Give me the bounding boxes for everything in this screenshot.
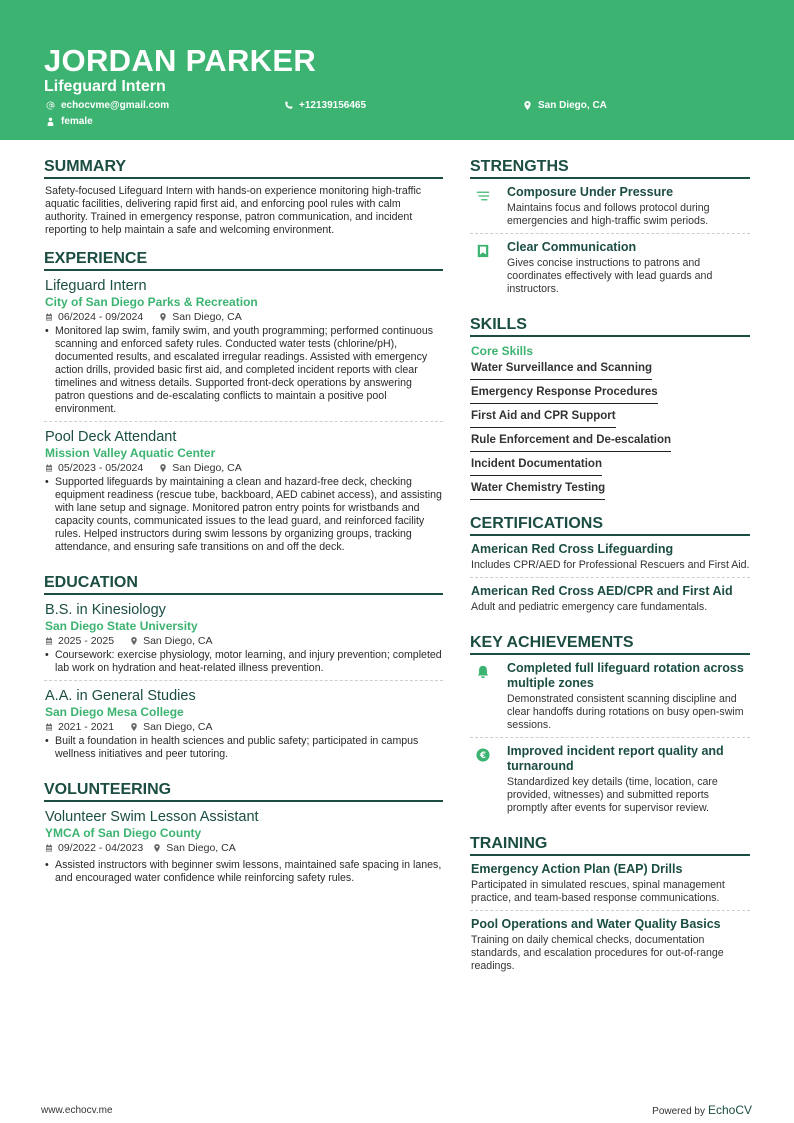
achievement-item — [470, 655, 750, 738]
certifications-section — [470, 514, 750, 619]
right-column — [470, 157, 750, 992]
dates: 2025 - 2025 — [58, 635, 115, 647]
bell-icon — [476, 665, 490, 679]
employer: Mission Valley Aquatic Center — [45, 446, 216, 460]
education-section — [44, 573, 443, 766]
calendar-icon — [45, 464, 53, 472]
training-item — [470, 856, 750, 911]
section-title-summary: SUMMARY — [44, 157, 443, 179]
experience-entry — [44, 422, 443, 559]
job-title: Lifeguard Intern — [45, 278, 147, 294]
contact-gender — [46, 116, 93, 127]
section-title-education: EDUCATION — [44, 573, 443, 595]
achievement-desc: Demonstrated consistent scanning discipline and clear handoffs during rotations on busy open-swim sessions. — [507, 693, 744, 731]
location-text: San Diego, CA — [538, 100, 607, 111]
location: San Diego, CA — [172, 462, 242, 474]
entry-meta — [44, 720, 443, 734]
education-entry — [44, 681, 443, 766]
lines-icon — [476, 189, 490, 203]
certification-title: American Red Cross AED/CPR and First Aid — [471, 584, 733, 598]
job-title: Pool Deck Attendant — [45, 429, 177, 445]
phone-icon — [284, 101, 293, 110]
map-pin-icon — [153, 844, 161, 852]
section-title-strengths: STRENGTHS — [470, 157, 750, 179]
training-desc: Participated in simulated rescues, spinal management practice, and team-based response communications. — [471, 879, 725, 904]
achievements-section — [470, 633, 750, 820]
volunteering-entry — [44, 802, 443, 890]
strengths-section — [470, 157, 750, 301]
dates: 06/2024 - 09/2024 — [58, 311, 144, 323]
strength-desc: Maintains focus and follows protocol during emergencies and high-traffic swim periods. — [507, 202, 710, 227]
map-pin-icon — [159, 464, 167, 472]
candidate-title: Lifeguard Intern — [44, 78, 166, 95]
training-desc: Training on daily chemical checks, documentation standards, and escalation procedures for out-of-range readings. — [471, 934, 724, 972]
education-entry — [44, 595, 443, 681]
training-section — [470, 834, 750, 978]
contact-phone[interactable] — [284, 100, 366, 111]
skill-item: First Aid and CPR Support — [470, 408, 616, 428]
school: San Diego Mesa College — [45, 705, 184, 719]
skills-section — [470, 315, 750, 500]
skills-category: Core Skills — [471, 344, 534, 358]
bookmark-icon — [476, 244, 490, 258]
training-title: Emergency Action Plan (EAP) Drills — [471, 862, 683, 876]
entry-bullet: • Assisted instructors with beginner swim lessons, maintained safe spacing in lanes, and encouraged water confidence while reinforcing safety rules. — [44, 859, 443, 885]
experience-section — [44, 249, 443, 559]
entry-bullet: • Supported lifeguards by maintaining a clean and hazard-free deck, checking equipment readiness (rescue tube, backboard, AED cabinet access), and assisting with lane setup and signage. Monitored patron entry points for wristbands and capacity counts, communicated issues to the lead guard, and reinforced facility rules. Helped instructors during swim lessons by organizing groups, tracking attendance, and ensuring safe transitions on and off the deck. — [44, 476, 443, 554]
achievement-item — [470, 738, 750, 820]
achievement-title: Completed full lifeguard rotation across multiple zones — [507, 661, 744, 690]
entry-bullet: • Coursework: exercise physiology, motor learning, and injury prevention; completed lab work on hydration and heat-related illness prevention. — [44, 649, 443, 675]
contact-info — [44, 100, 750, 134]
euro-icon — [476, 748, 490, 762]
strength-title: Composure Under Pressure — [507, 185, 674, 199]
certification-desc: Includes CPR/AED for Professional Rescuers and First Aid. — [471, 559, 750, 571]
summary-text: Safety-focused Lifeguard Intern with hands-on experience monitoring high-traffic aquatic facilities, delivering rapid first aid, and enforcing pool rules with calm authority. Trained in emergency response, patron communication, and incident reporting to help maintain a safe and welcoming environment. — [45, 185, 422, 236]
certification-item — [470, 536, 750, 578]
at-icon — [46, 101, 55, 110]
calendar-icon — [45, 313, 53, 321]
strength-desc: Gives concise instructions to patrons and coordinates effectively with lead guards and instructors. — [507, 257, 713, 295]
dates: 09/2022 - 04/2023 — [58, 842, 144, 854]
footer-website[interactable]: www.echocv.me — [41, 1105, 113, 1116]
volunteering-section — [44, 780, 443, 890]
map-pin-icon — [523, 101, 532, 110]
degree: A.A. in General Studies — [45, 688, 196, 704]
location: San Diego, CA — [172, 311, 242, 323]
achievement-desc: Standardized key details (time, location, care provided, witnesses) and submitted reports promptly after events for supervisor review. — [507, 776, 718, 814]
entry-bullet: • Built a foundation in health sciences and public safety; participated in campus wellness initiatives and peer tutoring. — [44, 735, 443, 761]
person-icon — [46, 117, 55, 126]
contact-location — [523, 100, 607, 111]
dates: 2021 - 2021 — [58, 721, 115, 733]
achievement-title: Improved incident report quality and turnaround — [507, 744, 724, 773]
certification-title: American Red Cross Lifeguarding — [471, 542, 674, 556]
strength-title: Clear Communication — [507, 240, 637, 254]
certification-item — [470, 578, 750, 619]
certification-desc: Adult and pediatric emergency care fundamentals. — [471, 601, 708, 613]
calendar-icon — [45, 723, 53, 731]
calendar-icon — [45, 844, 53, 852]
entry-bullet: • Monitored lap swim, family swim, and youth programming; performed continuous scanning and enforced safety rules. Conducted water tests (chlorine/pH), documented results, and escalated irregular readings. Assisted with emergency action drills, provided basic first aid, and completed incident reports with clear timelines and witness details. Supported front-deck operations by answering patron questions and de-escalating conflicts to maintain a positive pool environment. — [44, 325, 443, 416]
gender-text: female — [61, 116, 93, 127]
degree: B.S. in Kinesiology — [45, 602, 166, 618]
employer: City of San Diego Parks & Recreation — [45, 295, 258, 309]
dates: 05/2023 - 05/2024 — [58, 462, 144, 474]
entry-meta — [44, 310, 443, 324]
section-title-skills: SKILLS — [470, 315, 750, 337]
phone-text: +12139156465 — [299, 100, 367, 111]
skill-item: Water Surveillance and Scanning — [470, 360, 652, 380]
summary-section — [44, 157, 443, 237]
left-column — [44, 157, 443, 904]
brand-name[interactable]: EchoCV — [707, 1103, 752, 1117]
entry-meta — [44, 841, 443, 855]
resume-header — [0, 0, 794, 140]
skill-item: Emergency Response Procedures — [470, 384, 658, 404]
email-text: echocvme@gmail.com — [61, 100, 170, 111]
section-title-experience: EXPERIENCE — [44, 249, 443, 271]
footer-powered-by — [652, 1103, 752, 1117]
school: San Diego State University — [45, 619, 198, 633]
entry-meta — [44, 634, 443, 648]
experience-entry — [44, 271, 443, 422]
strength-item — [470, 234, 750, 301]
skill-item: Incident Documentation — [470, 456, 602, 476]
candidate-name: JORDAN PARKER — [44, 43, 317, 78]
calendar-icon — [45, 637, 53, 645]
skill-item: Water Chemistry Testing — [470, 480, 605, 500]
volunteer-org: YMCA of San Diego County — [45, 826, 202, 840]
training-item — [470, 911, 750, 978]
section-title-certifications: CERTIFICATIONS — [470, 514, 750, 536]
entry-meta — [44, 461, 443, 475]
location: San Diego, CA — [143, 721, 213, 733]
map-pin-icon — [159, 313, 167, 321]
volunteer-role: Volunteer Swim Lesson Assistant — [45, 809, 259, 825]
location: San Diego, CA — [166, 842, 236, 854]
section-title-volunteering: VOLUNTEERING — [44, 780, 443, 802]
training-title: Pool Operations and Water Quality Basics — [471, 917, 721, 931]
contact-email[interactable] — [46, 100, 169, 111]
section-title-achievements: KEY ACHIEVEMENTS — [470, 633, 750, 655]
svg-text:€: € — [479, 751, 487, 762]
map-pin-icon — [130, 637, 138, 645]
strength-item — [470, 179, 750, 234]
skill-item: Rule Enforcement and De-escalation — [470, 432, 671, 452]
section-title-training: TRAINING — [470, 834, 750, 856]
map-pin-icon — [130, 723, 138, 731]
powered-by-label: Powered by — [652, 1106, 705, 1117]
location: San Diego, CA — [143, 635, 213, 647]
